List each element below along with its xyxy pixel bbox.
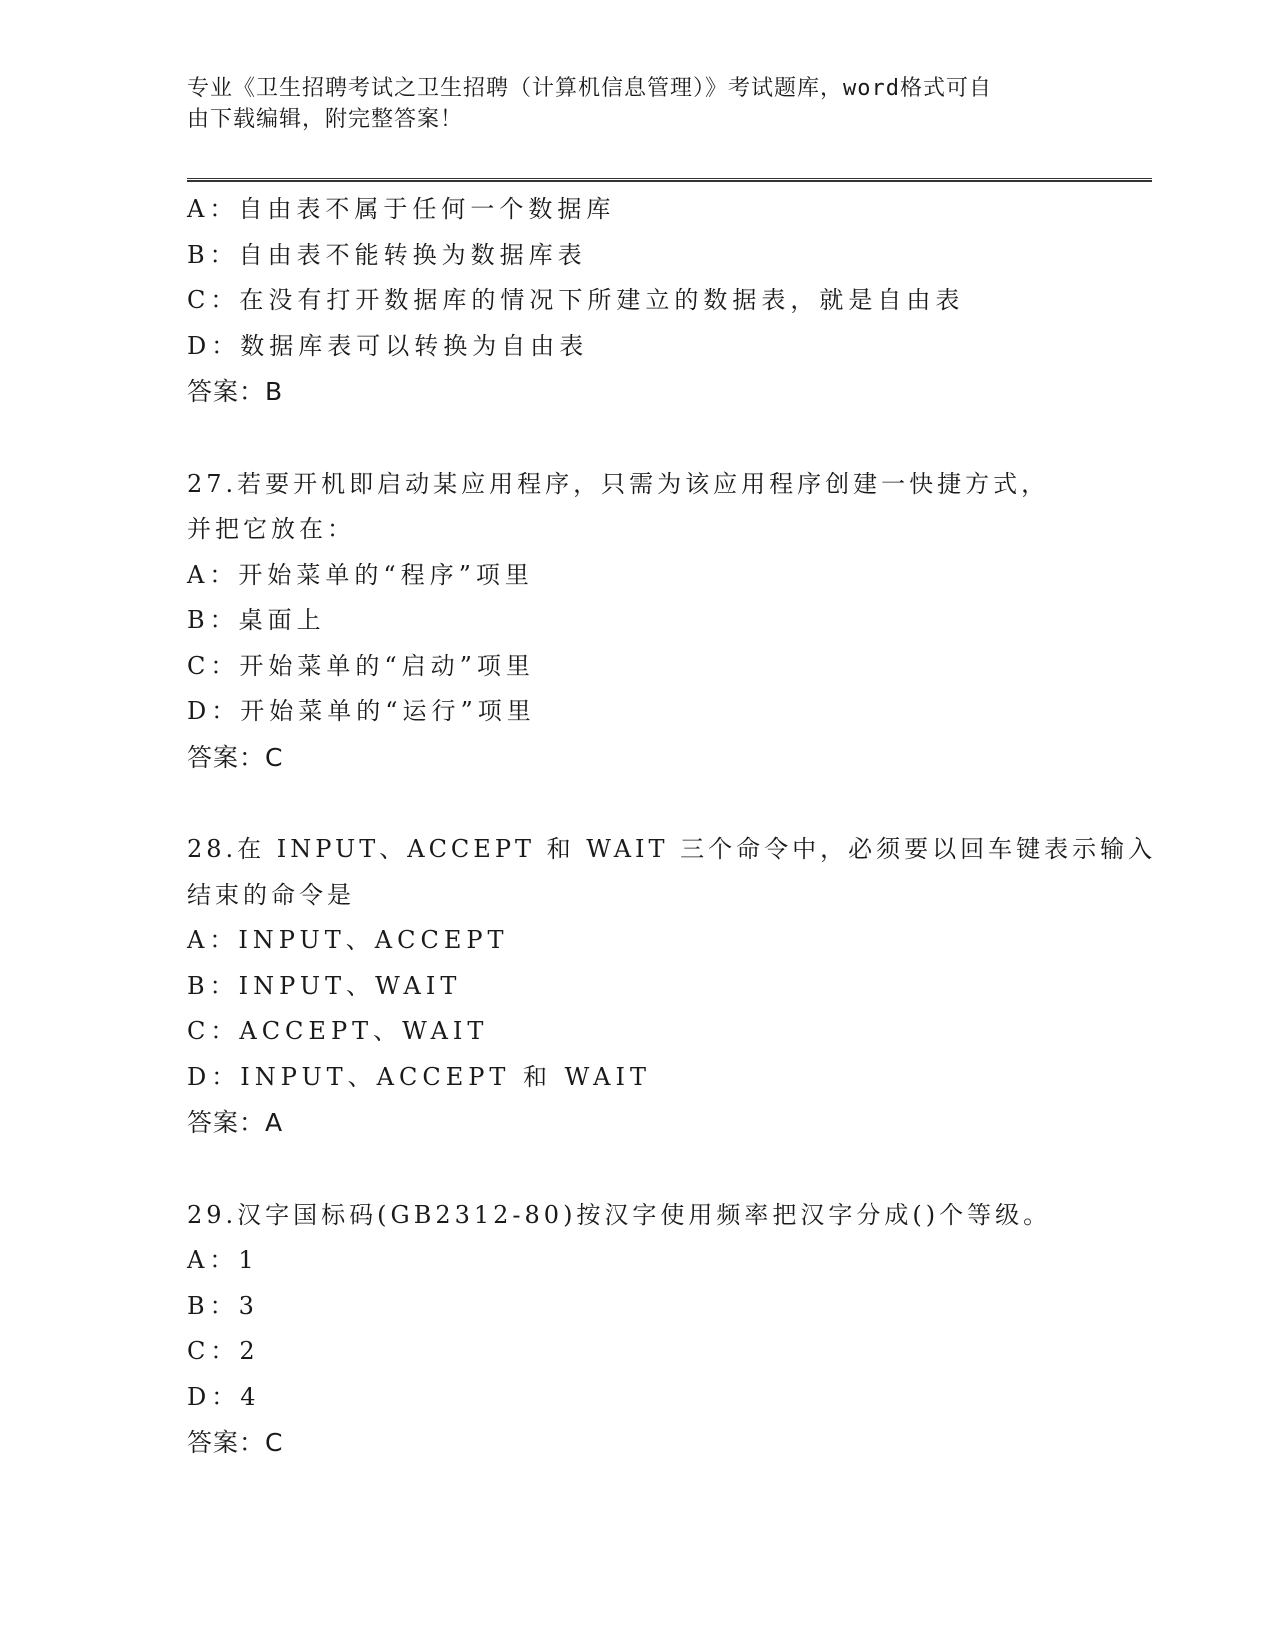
option-b: B：桌面上 (187, 606, 326, 634)
stem-line-2: 并把它放在： (187, 515, 355, 543)
option-a: A：自由表不属于任何一个数据库 (187, 195, 616, 223)
option-b: B：INPUT、WAIT (187, 971, 462, 1000)
option-a: A：开始菜单的“程序”项里 (187, 560, 534, 589)
answer: 答案：C (187, 1428, 284, 1457)
question-stem (187, 462, 1087, 553)
option-d: D：数据库表可以转换为自由表 (187, 331, 589, 360)
option-c: C：2 (187, 1337, 260, 1365)
question-28 (187, 827, 1157, 1146)
question-stem (187, 1193, 1087, 1239)
stem-line-1: 28.在 INPUT、ACCEPT 和 WAIT 三个命令中，必须要以回车键表示输入 (187, 835, 1157, 863)
header-line-1: 专业《卫生招聘考试之卫生招聘（计算机信息管理）》考试题库，word格式可自 (187, 76, 992, 101)
answer: 答案：B (187, 377, 284, 406)
question-29 (187, 1193, 1087, 1466)
question-stem (187, 827, 1157, 918)
header-line-2: 由下载编辑，附完整答案！ (187, 107, 464, 132)
option-d: D：INPUT、ACCEPT 和 WAIT (187, 1062, 651, 1091)
option-c: C：开始菜单的“启动”项里 (187, 651, 535, 680)
page-header (187, 73, 1067, 135)
document-body (187, 187, 1157, 1513)
option-b: B：自由表不能转换为数据库表 (187, 240, 587, 269)
option-c: C：在没有打开数据库的情况下所建立的数据表，就是自由表 (187, 286, 965, 314)
stem-line-1: 29.汉字国标码(GB2312-80)按汉字使用频率把汉字分成()个等级。 (187, 1200, 1052, 1229)
answer: 答案：A (187, 1108, 284, 1137)
question-27 (187, 462, 1087, 781)
option-a: A：1 (187, 1246, 259, 1274)
answer: 答案：C (187, 742, 284, 772)
option-a: A：INPUT、ACCEPT (187, 926, 509, 954)
option-c: C：ACCEPT、WAIT (187, 1017, 489, 1045)
stem-line-2: 结束的命令是 (187, 880, 355, 909)
question-26 (187, 187, 1087, 415)
stem-line-1: 27.若要开机即启动某应用程序，只需为该应用程序创建一快捷方式， (187, 469, 1050, 498)
option-d: D：4 (187, 1382, 261, 1411)
option-b: B：3 (187, 1291, 259, 1320)
option-d: D：开始菜单的“运行”项里 (187, 697, 536, 725)
header-divider (187, 178, 1152, 182)
